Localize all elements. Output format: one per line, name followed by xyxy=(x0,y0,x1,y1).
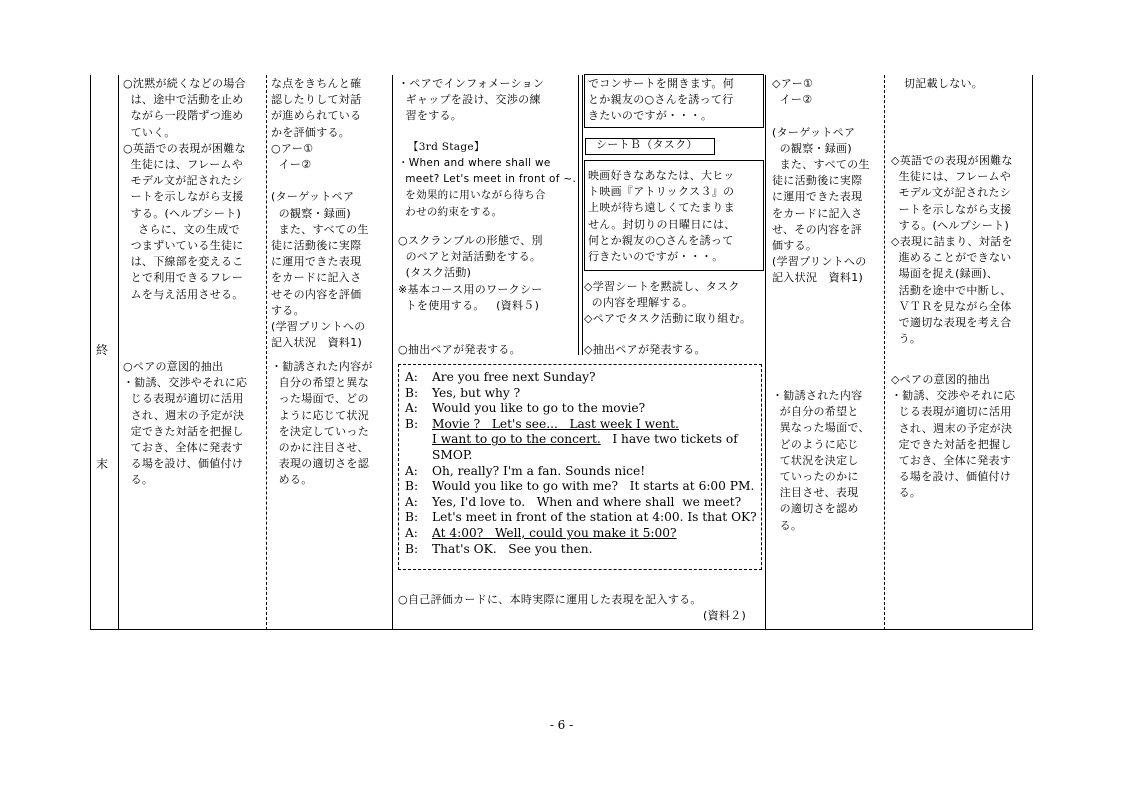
support-plan-top: 切記載しない。 xyxy=(904,77,984,90)
stage-label-char-1: 終 xyxy=(96,343,109,357)
col-divider-2 xyxy=(392,75,393,630)
table-right-border xyxy=(1032,75,1033,630)
dialogue-line: Oh, really? I'm a fan. Sounds nice! xyxy=(432,463,646,478)
dialogue-line-underlined: Movie ? Let's see... Last week I went. xyxy=(432,416,679,431)
dialogue-speaker: B: xyxy=(405,385,419,400)
table-bottom-border xyxy=(90,629,1032,630)
dialogue-speaker: B: xyxy=(405,541,419,556)
dialogue-line: Are you free next Sunday? xyxy=(432,370,596,384)
self-evaluation-activity: ○自己評価カードに、本時実際に運用した表現を記入する。 xyxy=(398,593,702,606)
page-number: - 6 - xyxy=(549,718,574,732)
dialogue-line: SMOP. xyxy=(432,448,473,462)
sheet-b-label: シートＢ（タスク） xyxy=(596,138,698,151)
dialogue-line: Let's meet in front of the station at 4:00. Is that OK? xyxy=(432,510,757,525)
dialogue-line: I have two tickets of xyxy=(600,432,738,447)
activity-scramble: ○スクランブルの形態で、別 のペアと対話活動をする。 (タスク活動) ※基本コース用のワークシー トを使用する。 (資料５) xyxy=(398,234,543,312)
activity-presentation: ○抽出ペアが発表する。 xyxy=(398,343,521,356)
activity-meeting-promise: ・When and where shall we meet? Let's meet in front of ~. を効果的に用いながら待ち合 わせの約束をする。 xyxy=(398,157,577,218)
support-notes-top: ○沈黙が続くなどの場合 は、途中で活動を止め ながら一段階ずつ進め ていく。 ○英語での表現が困難な 生徒には、フレームや モデル文が記されたシ ートを示しながら支援 する。(ヘルプシート) さらに、文の生成で つまずいている生徒に は、下線部を変えるこ とで利用できるフレー ムを与え活用させる。 xyxy=(123,77,246,301)
dialogue-speaker: A: xyxy=(405,526,418,540)
col-divider-3b xyxy=(582,75,583,355)
dialogue-speaker: B: xyxy=(405,510,419,525)
support-notes-bottom: ○ペアの意図的抽出 ・勧誘、交渉やそれに応 じる表現が適切に活用 され、週末の予定が決 定できた対話を把握し ておき、全体に発表す る場を設け、価値付け る。 xyxy=(123,360,248,487)
self-evaluation-reference: (資料２) xyxy=(703,609,747,622)
dialogue-speaker: B: xyxy=(405,479,419,494)
support-plan-mid: ◇英語での表現が困難な 生徒には、フレームや モデル文が記されたシ ートを示しながら支援 する。(ヘルプシート) ◇表現に詰まり、対話を 進めることができない 場面を捉え(録画)、 活動を途中で中断し、 ＶＴＲを見ながら全体 で適切な表現を考え合 う。 xyxy=(891,154,1013,346)
dialogue-line: Would you like to go to the movie? xyxy=(432,401,646,416)
dialogue-line: Yes, but why ? xyxy=(432,385,521,400)
dialogue-speaker: A: xyxy=(405,494,418,509)
sheet-a-text: でコンサートを開きます。何 とか親友の○さんを誘って行 きたいのですが・・・。 xyxy=(588,77,735,123)
col-divider-3a xyxy=(578,75,579,355)
col-divider-4 xyxy=(765,75,766,630)
evaluation-criteria-top: ◇アー① イー② (ターゲットペア の観察・録画) また、すべての生 徒に活動後に実際 に運用できた表現 をカードに記入さ せ、その内容を評 価する。 (学習プリントへの 記入状況 資料1) xyxy=(772,77,870,285)
student-activity-presentation: ◇抽出ペアが発表する。 xyxy=(584,343,706,356)
stage-col-border xyxy=(118,75,119,630)
activity-pair-practice: ・ペアでインフォメーション ギャップを設け、交渉の練 習をする。 xyxy=(398,77,545,123)
dialogue-line: Yes, I'd love to. When and where shall we meet? xyxy=(432,494,742,509)
dialogue-speaker: A: xyxy=(405,401,418,416)
col-divider-1 xyxy=(266,75,267,630)
support-plan-bottom: ◇ペアの意図的抽出 ・勧誘、交渉やそれに応 じる表現が適切に活用 され、週末の予定が決 定できた対話を把握し ておき、全体に発表す る場を設け、価値付け る。 xyxy=(891,373,1016,500)
dialogue-speaker: B: xyxy=(405,416,419,431)
col-divider-5 xyxy=(884,75,885,630)
stage-label xyxy=(96,342,112,472)
dialogue-speaker: A: xyxy=(405,463,418,478)
dialogue-line-underlined: I want to go to the concert. xyxy=(432,432,601,447)
stage-heading: 【3rd Stage】 xyxy=(408,141,485,153)
sheet-b-task-text: 映画好きなあなたは、大ヒッ ト映画『アトリックス３』の 上映が待ち遠しくてたまりま せん。封切りの日曜日には、 何とか親友の○さんを誘って 行きたいのですが・・・。 xyxy=(588,169,736,264)
dialogue-line: That's OK. See you then. xyxy=(432,541,593,556)
evaluation-notes-top: な点をきちんと確 認したりして対話 が進められている かを評価する。 ○アー① イー② (ターゲットペア の観察・録画) また、すべての生 徒に活動後に実際 に運用できた表現 をカードに記入さ せその内容を評価 する。 (学習プリントへの 記入状況 資料1) xyxy=(271,77,369,350)
stage-label-char-2: 末 xyxy=(96,457,109,471)
dialogue-speaker: A: xyxy=(405,370,418,384)
student-activity-task: ◇学習シートを黙読し、タスク の内容を理解する。 ◇ペアでタスク活動に取り組む。 xyxy=(584,280,752,326)
dialogue-line: Would you like to go with me? It starts at 6:00 PM. xyxy=(432,479,755,494)
evaluation-criteria-bottom: ・勧誘された内容 が自分の希望と 異なった場面で、 どのように応じ て状況を決定し ていったのかに 注目させ、表現 の適切さを認め る。 xyxy=(772,389,870,532)
table-left-border xyxy=(90,75,91,630)
evaluation-notes-bottom: ・勧誘された内容が 自分の希望と異な った場面で、どの ように応じて状況 を決定していった のかに注目させ、 表現の適切さを認 める。 xyxy=(271,360,373,487)
dialogue-line-underlined: At 4:00? Well, could you make it 5:00? xyxy=(432,526,677,540)
